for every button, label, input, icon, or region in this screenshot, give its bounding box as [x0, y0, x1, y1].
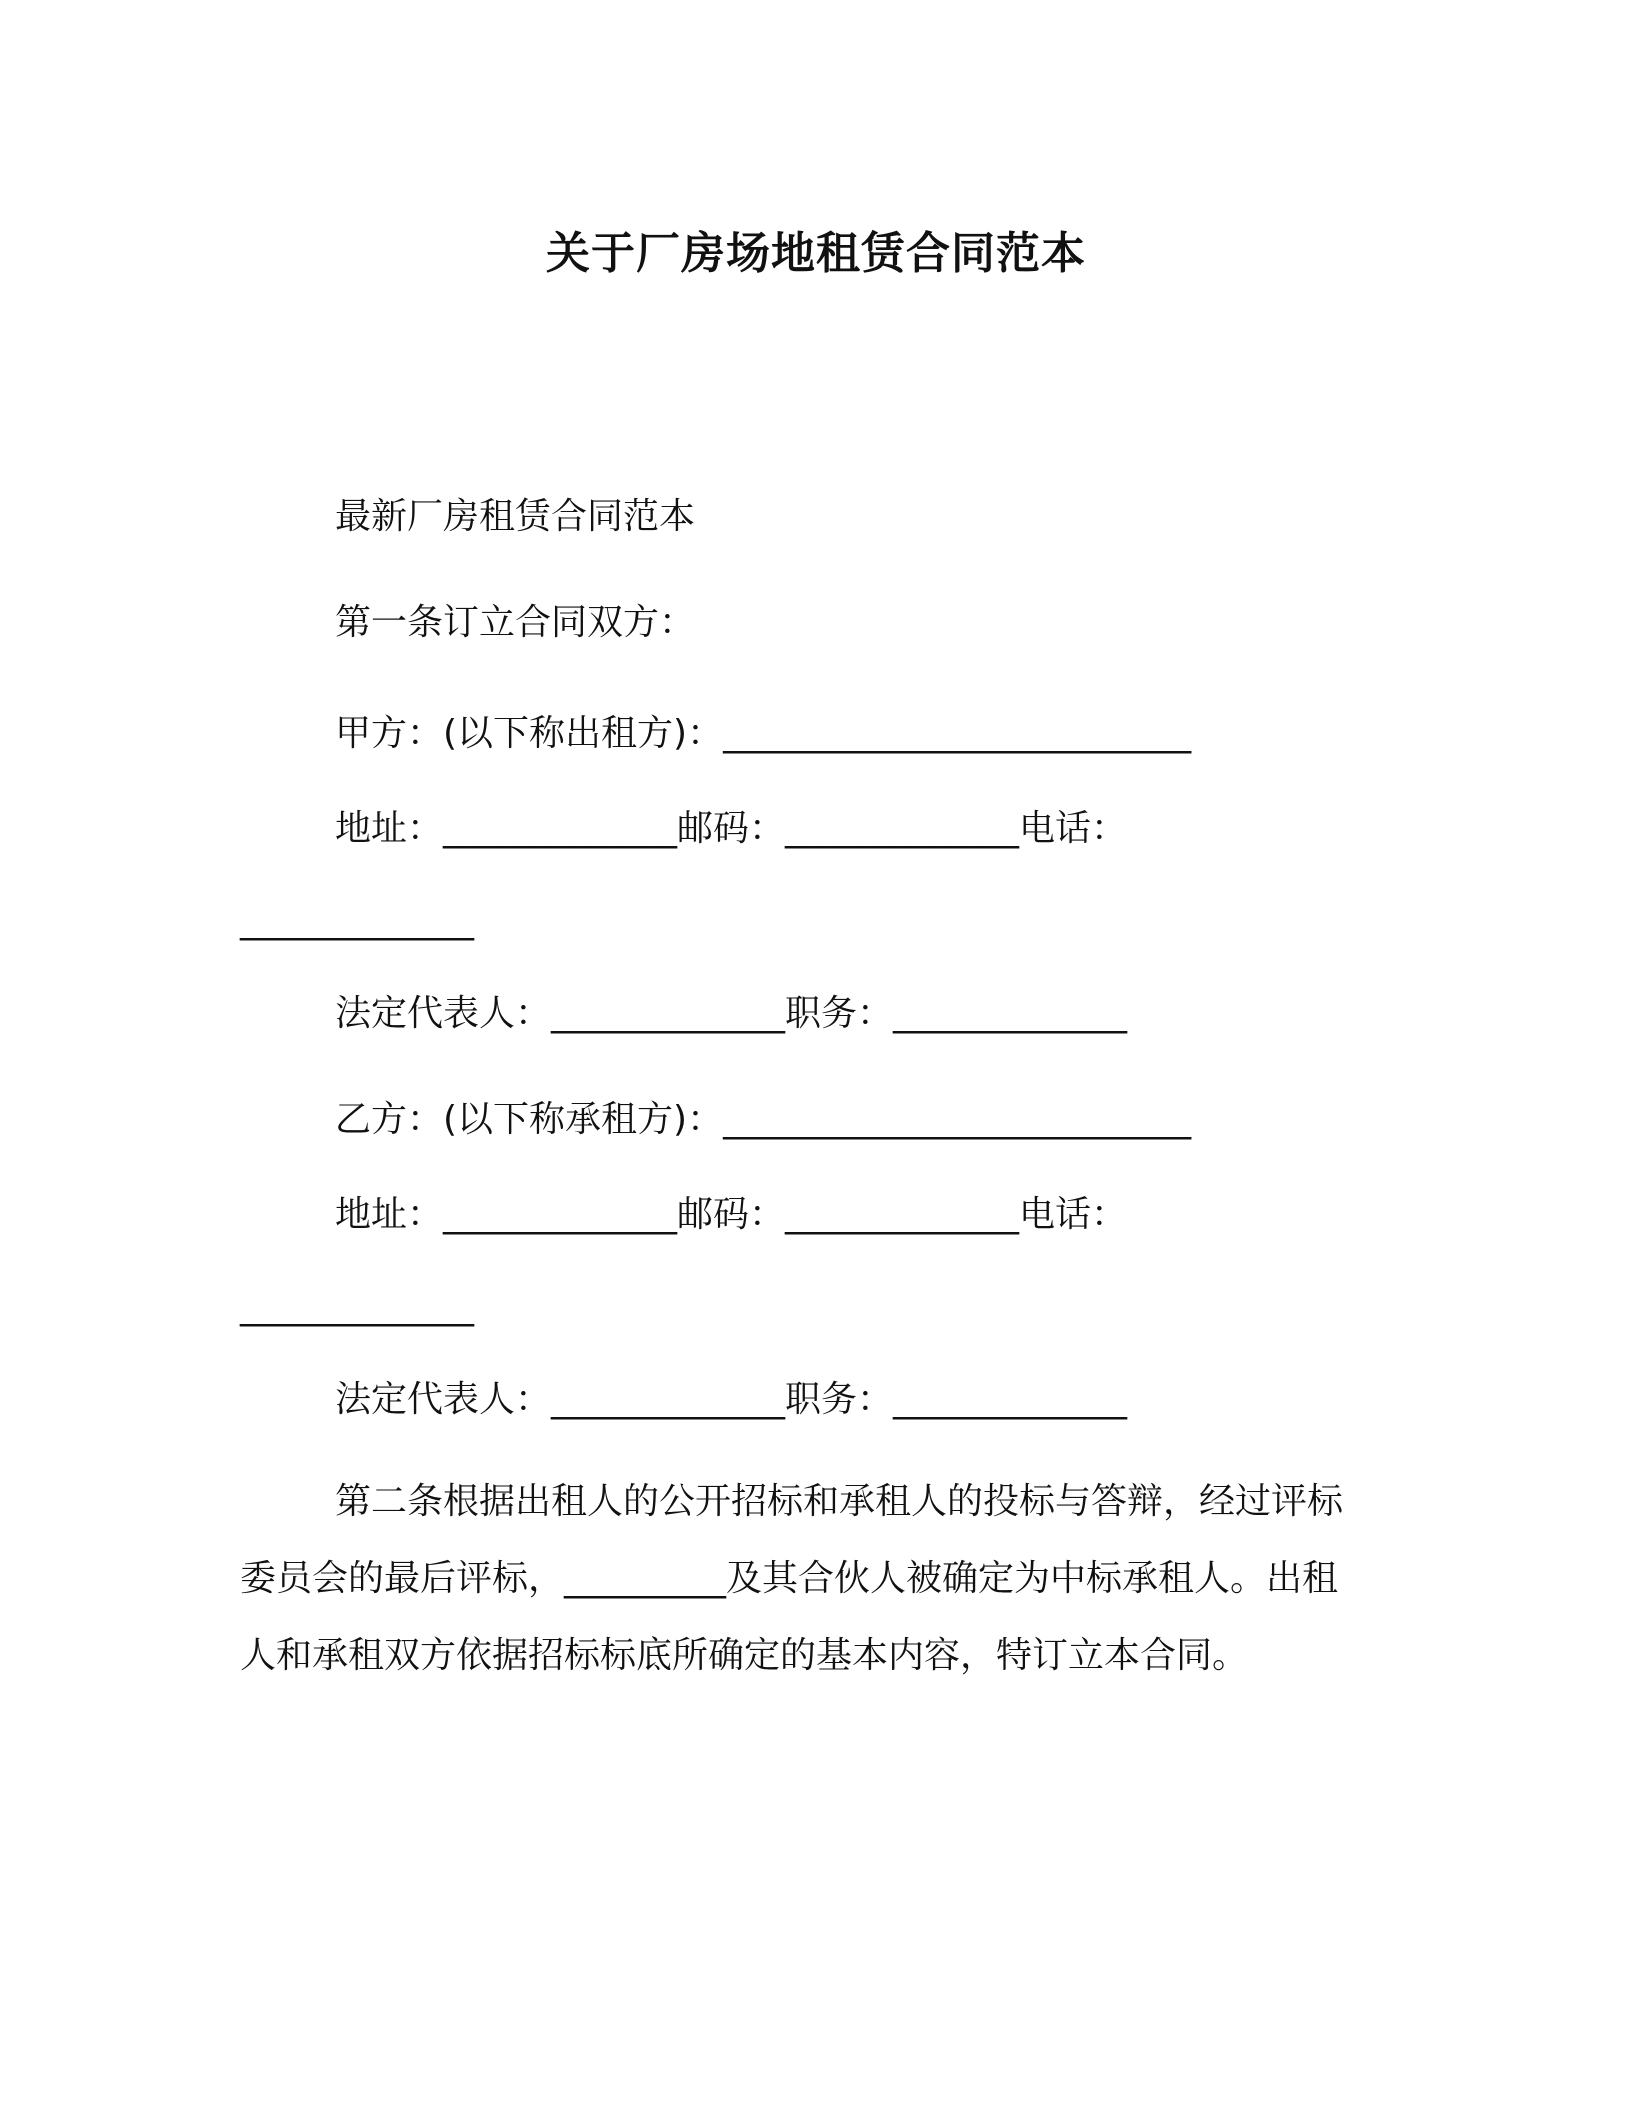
party-a-representative-line: 法定代表人：_____________职务：_____________: [335, 993, 1128, 1034]
article-2-line-2: 委员会的最后评标，_________及其合伙人被确定为中标承租人。出租: [240, 1558, 1339, 1599]
party-b-address-line: 地址：_____________邮码：_____________电话：: [335, 1194, 1128, 1235]
document-subtitle: 最新厂房租赁合同范本: [335, 496, 696, 537]
party-a-name-line: 甲方：(以下称出租方)：__________________________: [335, 713, 1192, 754]
party-b-name-line: 乙方：(以下称承租方)：__________________________: [335, 1099, 1192, 1140]
party-b-phone-blank: _____________: [240, 1286, 474, 1327]
article-2-line-1: 第二条根据出租人的公开招标和承租人的投标与答辩，经过评标: [335, 1481, 1344, 1522]
article-2-line-3: 人和承租双方依据招标标底所确定的基本内容，特订立本合同。: [240, 1635, 1249, 1676]
party-a-phone-blank: _____________: [240, 900, 474, 941]
party-a-address-line: 地址：_____________邮码：_____________电话：: [335, 808, 1128, 849]
article-1-heading: 第一条订立合同双方：: [335, 602, 696, 643]
document-title: 关于厂房场地租赁合同范本: [546, 228, 1086, 279]
party-b-representative-line: 法定代表人：_____________职务：_____________: [335, 1379, 1128, 1420]
